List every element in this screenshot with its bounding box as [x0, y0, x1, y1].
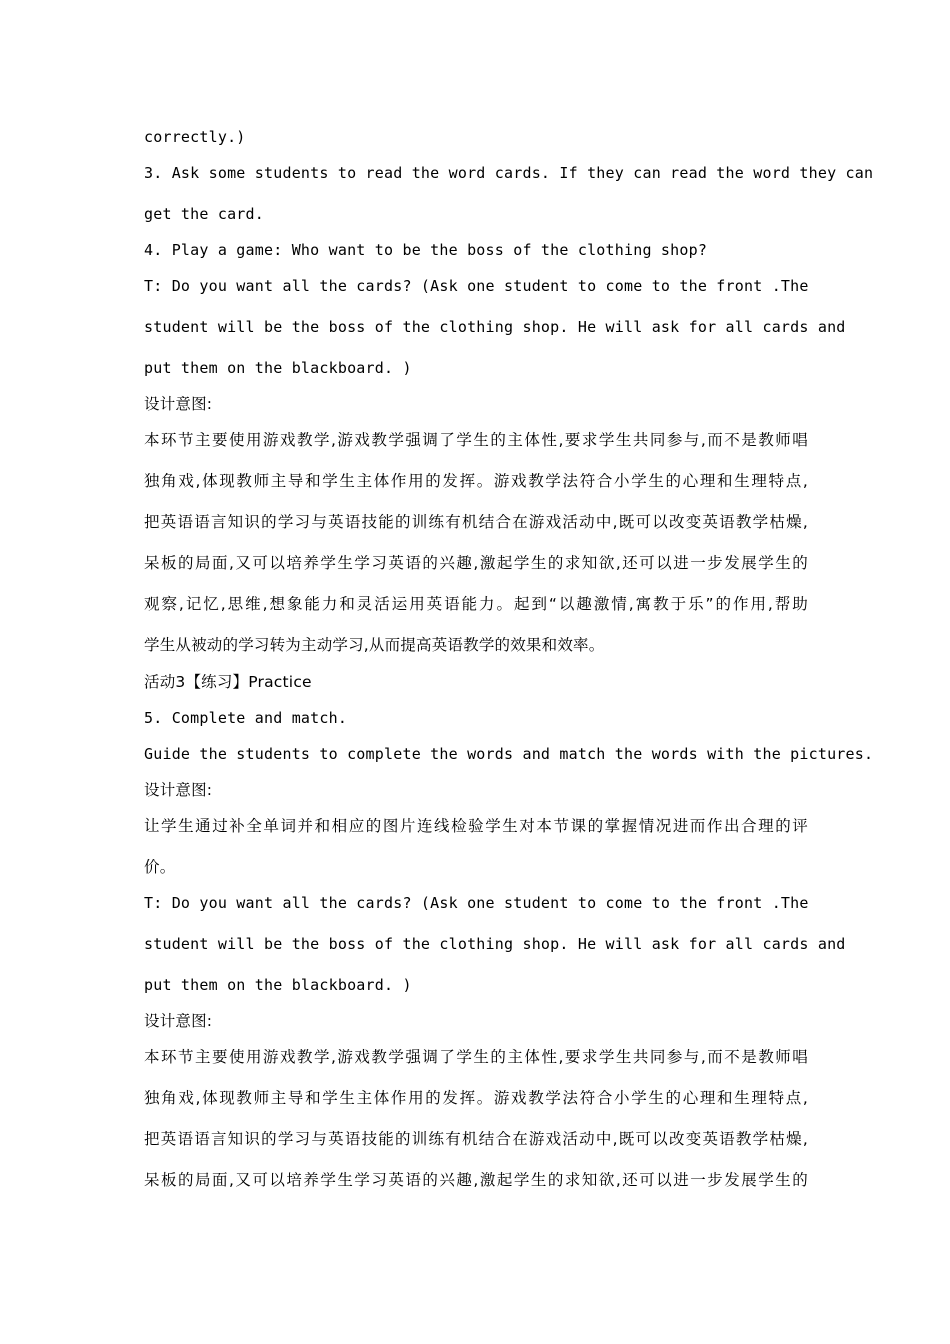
text-line: 价。 — [144, 858, 176, 876]
text-line: put them on the blackboard. ) — [144, 359, 412, 377]
section-label: 设计意图: — [144, 1012, 213, 1030]
text-line: 3. Ask some students to read the word cards. If they can read the word they can — [144, 164, 874, 182]
text-line: get the card. — [144, 205, 264, 223]
text-line: 呆板的局面,又可以培养学生学习英语的兴趣,激起学生的求知欲,还可以进一步发展学生的 — [144, 1171, 808, 1189]
text-line: 把英语语言知识的学习与英语技能的训练有机结合在游戏活动中,既可以改变英语教学枯燥, — [144, 513, 808, 531]
text-line: student will be the boss of the clothing shop. He will ask for all cards and — [144, 318, 846, 336]
text-line: Guide the students to complete the words and match the words with the pictures. — [144, 745, 874, 763]
text-line: put them on the blackboard. ) — [144, 976, 412, 994]
section-label: 设计意图: — [144, 781, 213, 799]
text-line: 观察,记忆,思维,想象能力和灵活运用英语能力。起到“以趣激情,寓教于乐”的作用,帮助 — [144, 595, 808, 613]
text-line: 呆板的局面,又可以培养学生学习英语的兴趣,激起学生的求知欲,还可以进一步发展学生的 — [144, 554, 808, 572]
section-label: 设计意图: — [144, 395, 213, 413]
text-line: T: Do you want all the cards? (Ask one student to come to the front .The — [144, 277, 809, 295]
text-line: T: Do you want all the cards? (Ask one student to come to the front .The — [144, 894, 809, 912]
text-line: 把英语语言知识的学习与英语技能的训练有机结合在游戏活动中,既可以改变英语教学枯燥, — [144, 1130, 808, 1148]
text-line: 独角戏,体现教师主导和学生主体作用的发挥。游戏教学法符合小学生的心理和生理特点, — [144, 472, 808, 490]
text-line: 本环节主要使用游戏教学,游戏教学强调了学生的主体性,要求学生共同参与,而不是教师唱 — [144, 1048, 808, 1066]
text-line: 5. Complete and match. — [144, 709, 348, 727]
text-line: 让学生通过补全单词并和相应的图片连线检验学生对本节课的掌握情况进而作出合理的评 — [144, 817, 808, 835]
text-line: 4. Play a game: Who want to be the boss of the clothing shop? — [144, 241, 708, 259]
text-line: 本环节主要使用游戏教学,游戏教学强调了学生的主体性,要求学生共同参与,而不是教师唱 — [144, 431, 808, 449]
text-line: student will be the boss of the clothing shop. He will ask for all cards and — [144, 935, 846, 953]
text-line: 独角戏,体现教师主导和学生主体作用的发挥。游戏教学法符合小学生的心理和生理特点, — [144, 1089, 808, 1107]
text-line: 学生从被动的学习转为主动学习,从而提高英语教学的效果和效率。 — [144, 636, 605, 654]
text-line: correctly.) — [144, 128, 246, 146]
activity-heading: 活动3【练习】Practice — [144, 673, 312, 691]
